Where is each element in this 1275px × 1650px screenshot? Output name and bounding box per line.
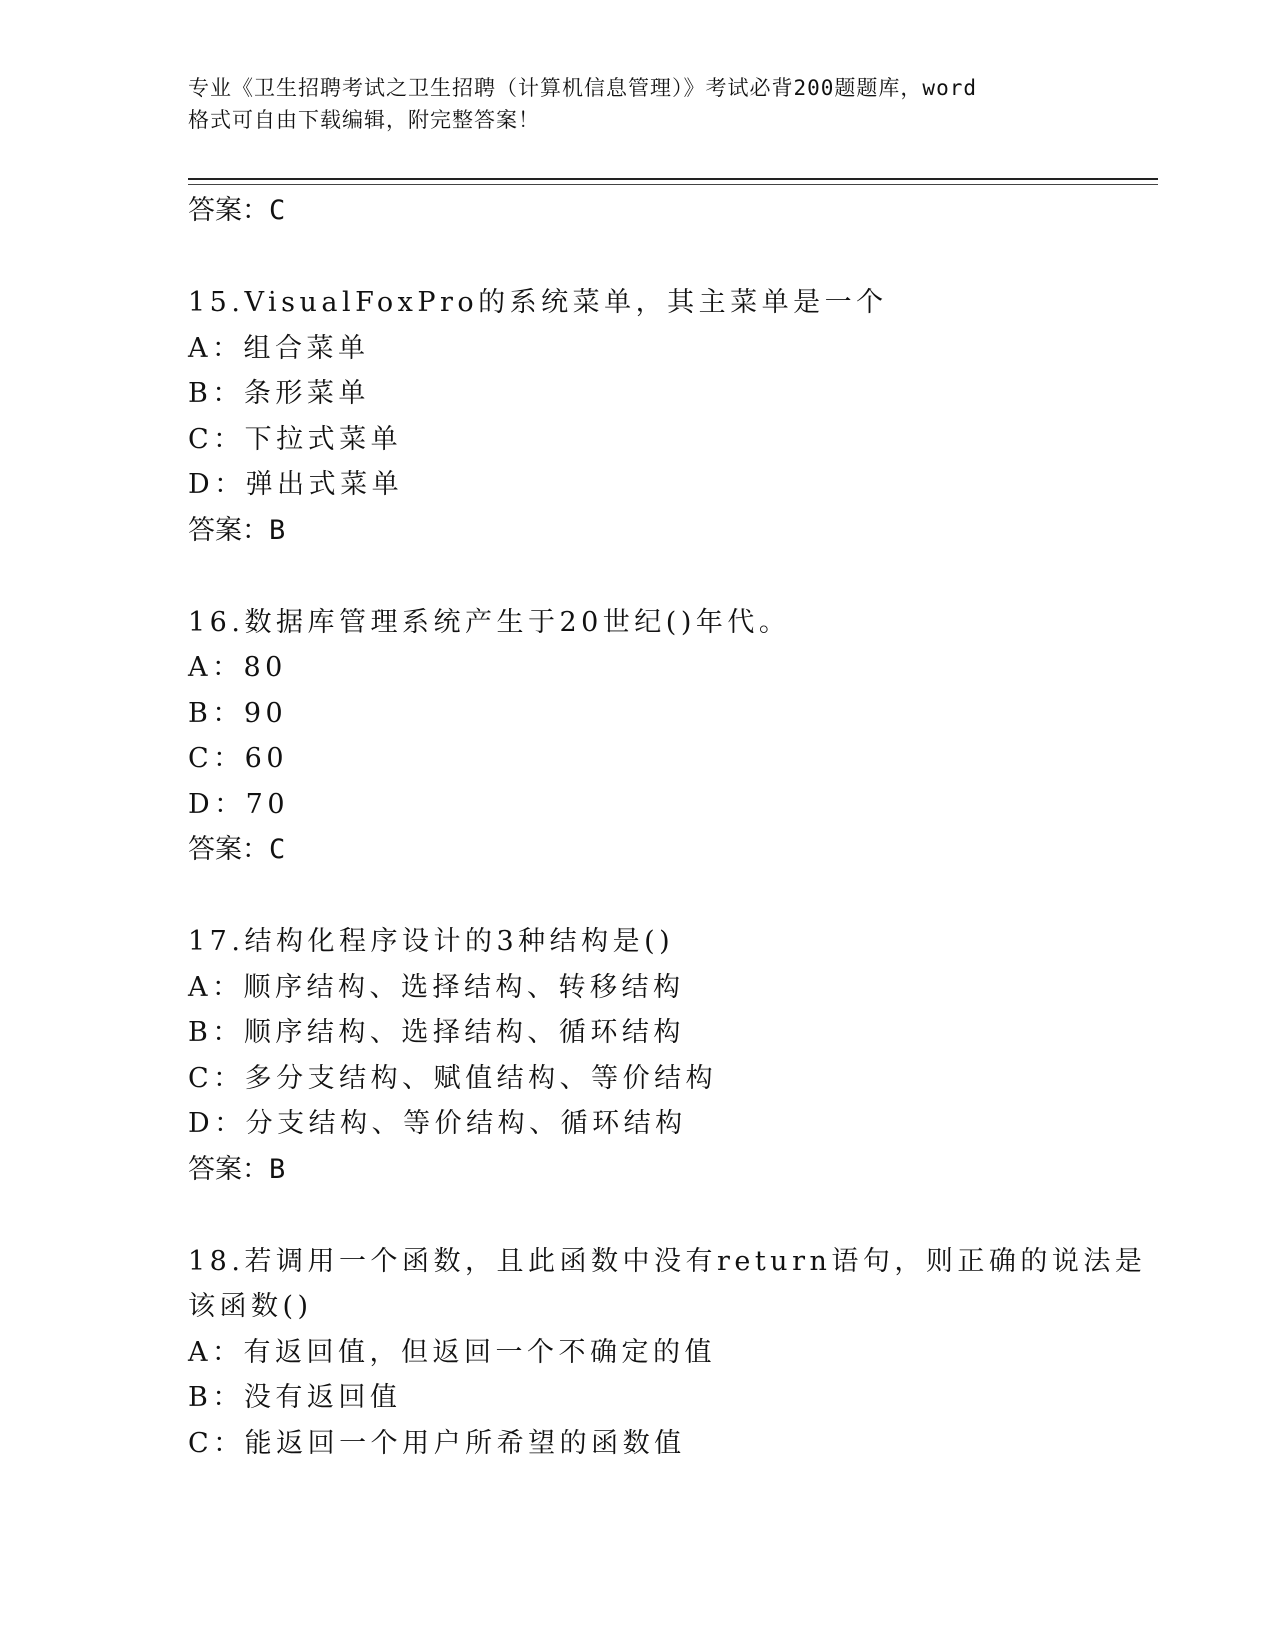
document-header bbox=[188, 72, 1088, 136]
option-c: C：能返回一个用户所希望的函数值 bbox=[188, 1427, 686, 1459]
option-d: D：分支结构、等价结构、循环结构 bbox=[188, 1108, 687, 1139]
header-line-1: 专业《卫生招聘考试之卫生招聘（计算机信息管理）》考试必背200题题库，word bbox=[188, 76, 977, 100]
option-b: B：条形菜单 bbox=[188, 378, 370, 409]
question-text-line-1: 18.若调用一个函数，且此函数中没有return语句，则正确的说法是 bbox=[188, 1245, 1147, 1277]
header-divider bbox=[188, 178, 1158, 185]
question-text: 15.VisualFoxPro的系统菜单，其主菜单是一个 bbox=[188, 287, 888, 318]
question-block-18 bbox=[188, 1239, 1148, 1467]
option-c: C：多分支结构、赋值结构、等价结构 bbox=[188, 1062, 718, 1094]
question-list bbox=[188, 188, 1148, 1466]
option-b: B：90 bbox=[188, 697, 288, 729]
option-c: C：60 bbox=[188, 743, 289, 774]
option-d: D：70 bbox=[188, 788, 290, 820]
option-a: A：顺序结构、选择结构、转移结构 bbox=[188, 971, 685, 1003]
question-text: 17.结构化程序设计的3种结构是() bbox=[188, 926, 675, 957]
option-a: A：有返回值，但返回一个不确定的值 bbox=[188, 1336, 716, 1368]
answer-line: 答案：C bbox=[188, 834, 286, 865]
question-block-16 bbox=[188, 600, 1148, 874]
option-a: A：组合菜单 bbox=[188, 332, 370, 364]
option-c: C：下拉式菜单 bbox=[188, 423, 403, 455]
option-a: A：80 bbox=[188, 652, 287, 683]
answer-line: 答案：C bbox=[188, 195, 286, 226]
header-line-2: 格式可自由下载编辑，附完整答案！ bbox=[188, 108, 540, 132]
option-b: B：没有返回值 bbox=[188, 1382, 402, 1413]
question-text-line-2: 该函数() bbox=[188, 1291, 313, 1322]
question-block-17 bbox=[188, 919, 1148, 1193]
answer-line: 答案：B bbox=[188, 514, 286, 546]
option-d: D：弹出式菜单 bbox=[188, 469, 404, 500]
question-text: 16.数据库管理系统产生于20世纪()年代。 bbox=[188, 606, 791, 638]
answer-line: 答案：B bbox=[188, 1153, 286, 1185]
question-block-15 bbox=[188, 280, 1148, 554]
option-b: B：顺序结构、选择结构、循环结构 bbox=[188, 1017, 685, 1048]
